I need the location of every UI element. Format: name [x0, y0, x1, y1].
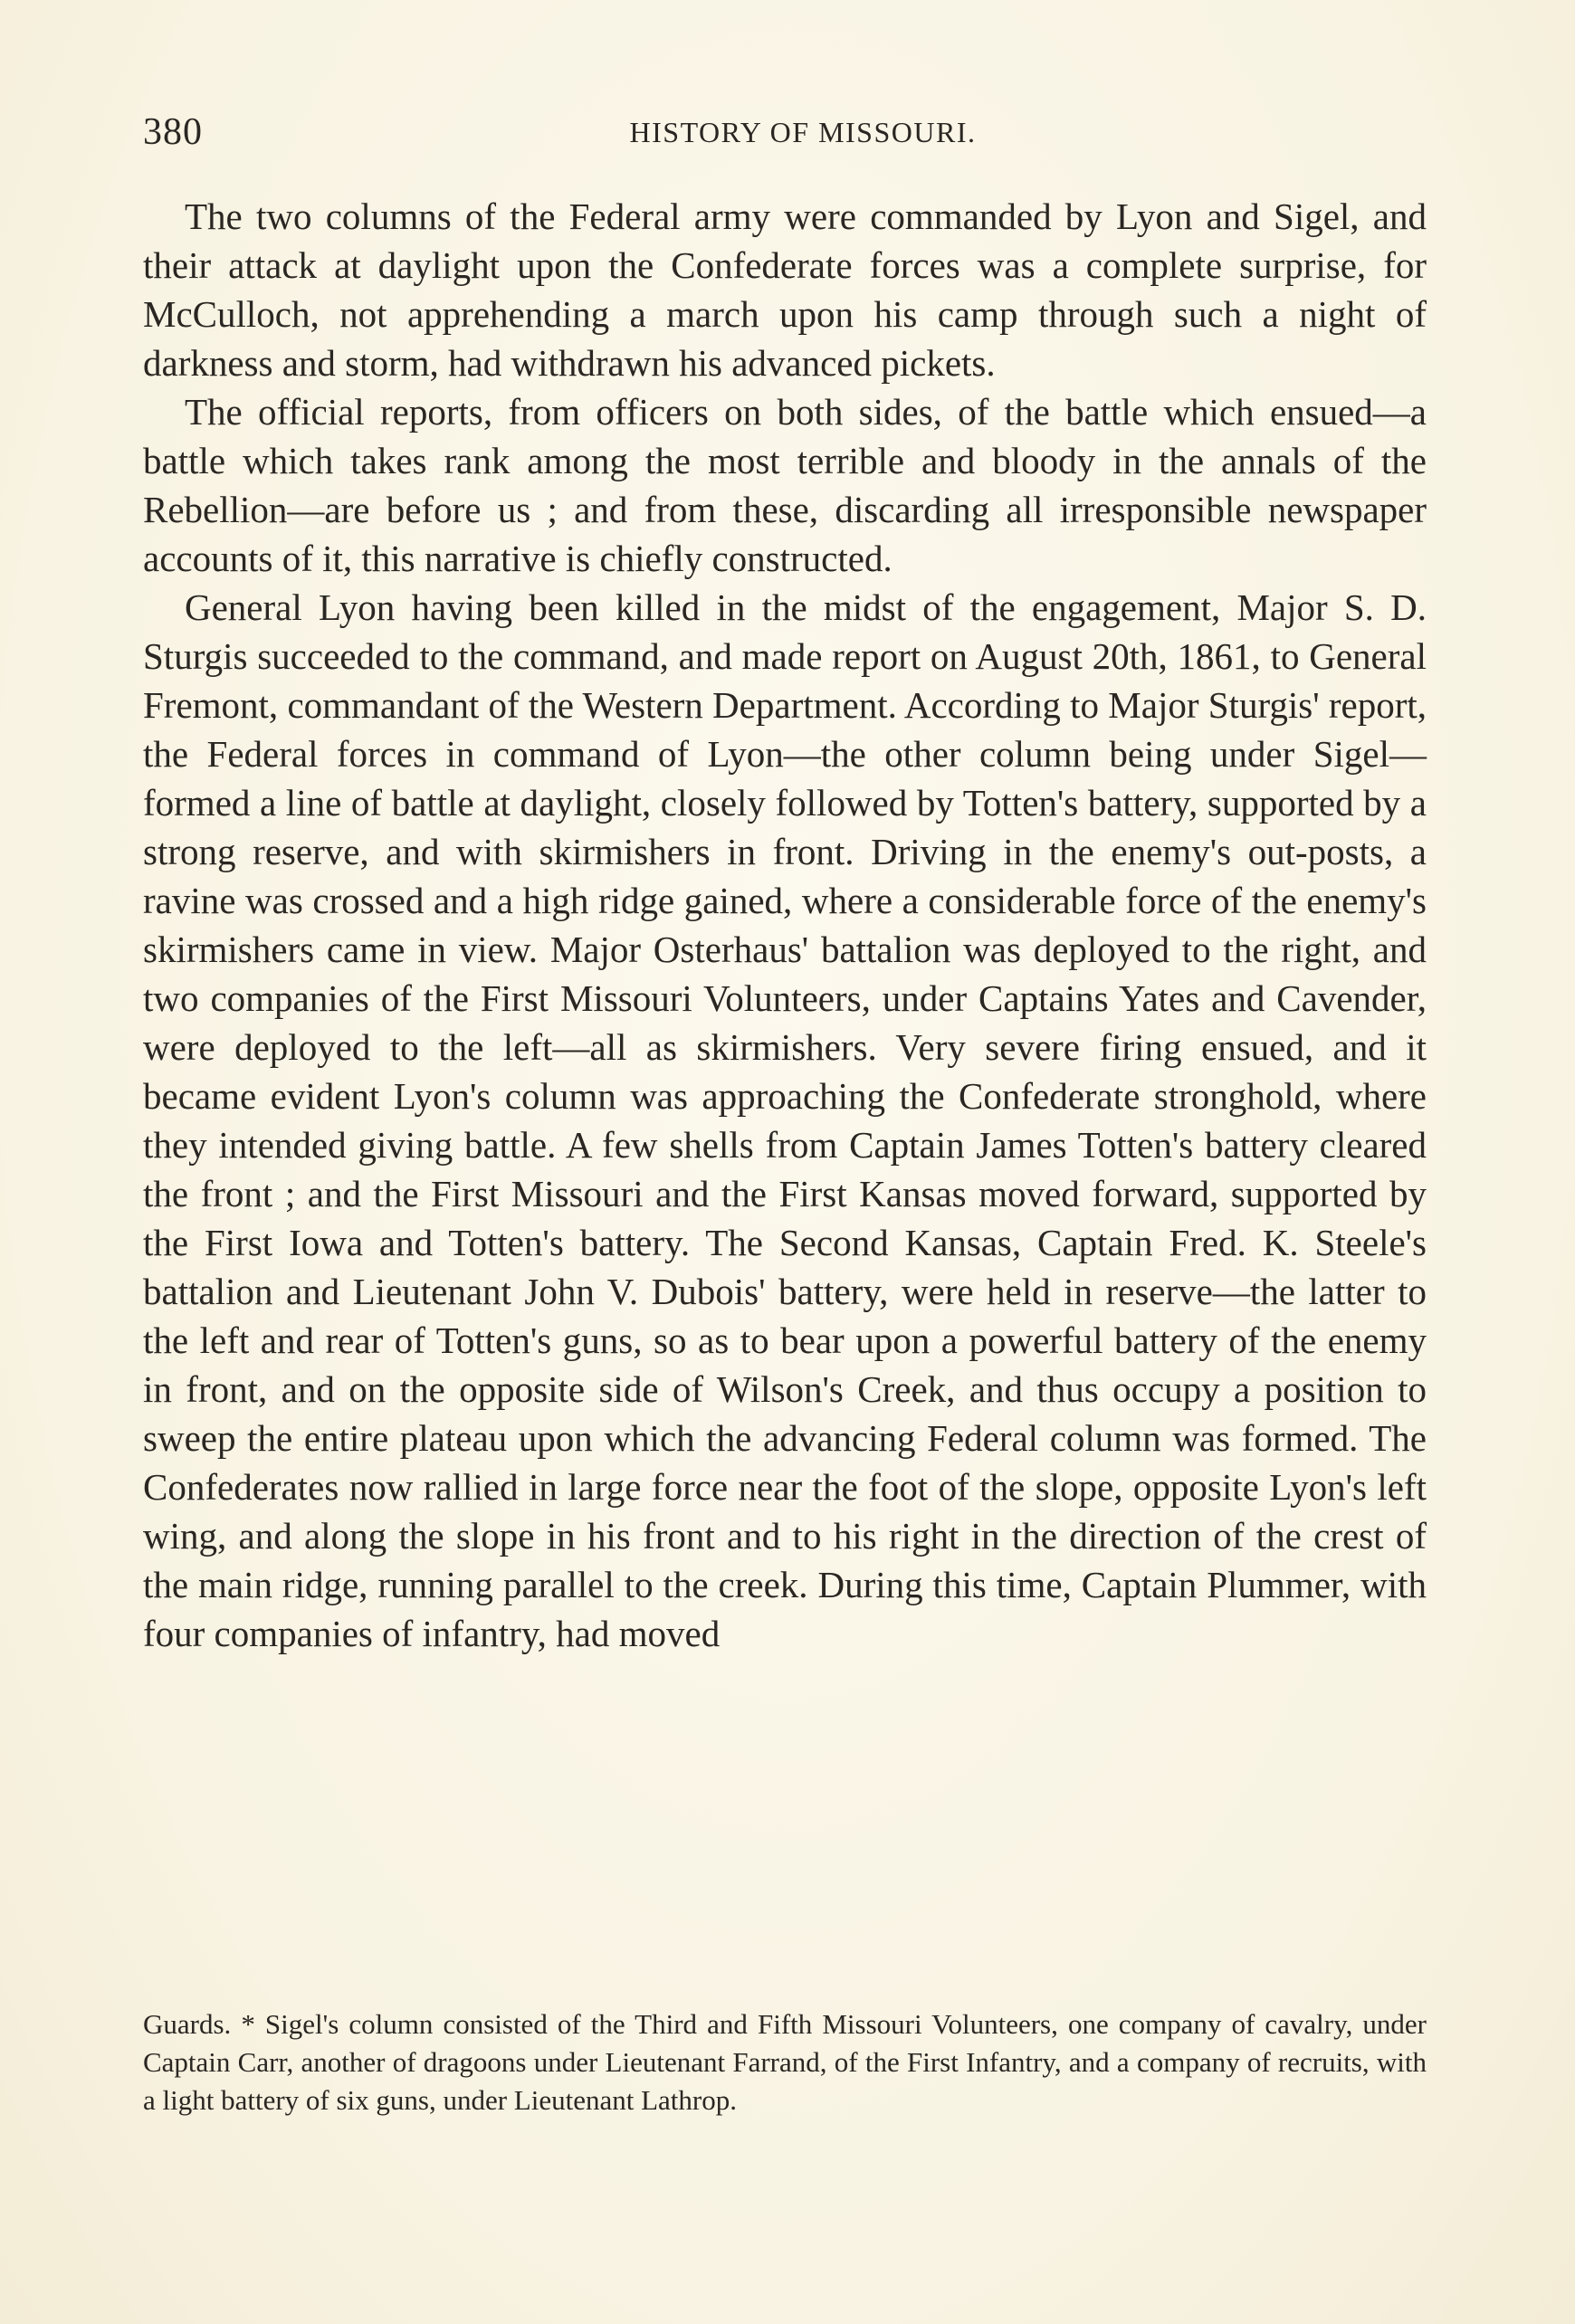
paragraph-3: General Lyon having been killed in the midst of the engagement, Major S. D. Sturgis succeeded to the command, and made report on August 20th, 1861, to General Fremont, commandant of the Western Department. According to Major Sturgis' report, the Federal forces in command of Lyon—the other column being under Sigel—formed a line of battle at daylight, closely followed by Totten's battery, supported by a strong reserve, and with skirmishers in front. Driving in the enemy's out-posts, a ravine was crossed and a high ridge gained, where a considerable force of the enemy's skirmishers came in view. Major Osterhaus' battalion was deployed to the right, and two companies of the First Missouri Volunteers, under Captains Yates and Cavender, were deployed to the left—all as skirmishers. Very severe firing ensued, and it became evident Lyon's column was approaching the Confederate stronghold, where they intended giving battle. A few shells from Captain James Totten's battery cleared the front ; and the First Missouri and the First Kansas moved forward, supported by the First Iowa and Totten's battery. The Second Kansas, Captain Fred. K. Steele's battalion and Lieutenant John V. Dubois' battery, were held in reserve—the latter to the left and rear of Totten's guns, so as to bear upon a powerful battery of the enemy in front, and on the opposite side of Wilson's Creek, and thus occupy a position to sweep the entire plateau upon which the advancing Federal column was formed. The Confederates now rallied in large force near the foot of the slope, opposite Lyon's left wing, and along the slope in his front and to his right in the direction of the crest of the main ridge, running parallel to the creek. During this time, Captain Plummer, with four companies of infantry, had moved	[143, 586, 1427, 1654]
paragraph-2: The official reports, from officers on both sides, of the battle which ensued—a battle which takes rank among the most terrible and bloody in the annals of the Rebellion—are before us ; and from these, discarding all irresponsible newspaper accounts of it, this narrative is chiefly constructed.	[143, 391, 1427, 579]
running-head: HISTORY OF MISSOURI.	[629, 116, 977, 148]
paragraph-1: The two columns of the Federal army were commanded by Lyon and Sigel, and their attack at daylight upon the Confederate forces was a complete surprise, for McCulloch, not apprehending a march upon his camp through such a night of darkness and storm, had withdrawn his advanced pickets.	[143, 195, 1427, 384]
page-header	[143, 110, 1427, 165]
footnote: Guards. * Sigel's column consisted of the Third and Fifth Missouri Volunteers, one company of cavalry, under Captain Carr, another of dragoons under Lieutenant Farrand, of the First Infantry, and a company of recruits, with a light battery of six guns, under Lieutenant Lathrop.	[143, 2008, 1427, 2116]
page-number: 380	[143, 111, 203, 153]
body-text	[143, 192, 1427, 1658]
